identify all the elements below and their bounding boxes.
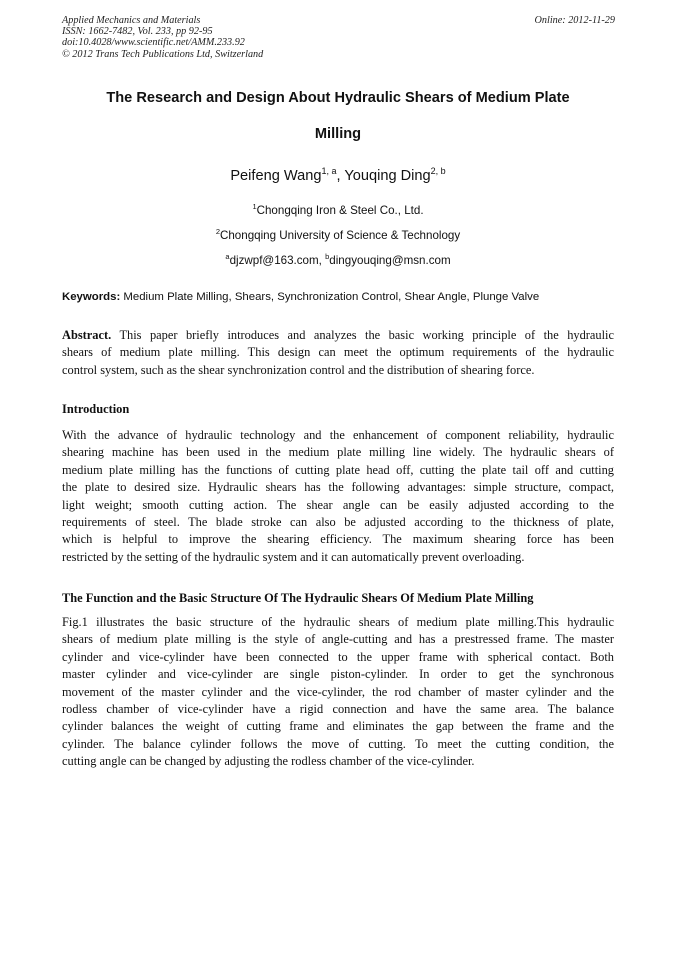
email-line xyxy=(62,254,614,267)
paragraph-line: which is helpful to improve the shearing efficiency. The maximum shearing force has been xyxy=(62,532,614,547)
abstract-line: control system, such as the shear synchronization control and the distribution of shearing force. xyxy=(62,362,535,377)
email-link[interactable]: dingyouqing@msn.com xyxy=(329,254,451,267)
keywords xyxy=(62,291,622,303)
author-list xyxy=(62,168,614,184)
paragraph-line: the plate to desired size. Hydraulic shears has the following advantages: simple structure, compact, xyxy=(62,480,614,495)
author-separator: , xyxy=(336,168,345,184)
paper-title-line-1: The Research and Design About Hydraulic Shears of Medium Plate xyxy=(106,90,570,106)
keywords-label: Keywords: xyxy=(62,291,121,303)
affiliation-text: Chongqing University of Science & Technology xyxy=(219,229,461,242)
paragraph-line: medium plate milling has the functions of cutting plate head off, cutting the plate tail off and cutting xyxy=(62,462,614,477)
affiliation-1 xyxy=(62,204,614,217)
paragraph-line: restricted by the setting of the hydraulic system and it can automatically prevent overloading. xyxy=(62,549,525,564)
paragraph-line: With the advance of hydraulic technology and the enhancement of component reliability, hydraulic xyxy=(62,428,614,442)
email-link[interactable]: djzwpf@163.com, xyxy=(229,254,326,267)
paragraph-line: cylinder and vice-cylinder have been connected to the upper frame with spherical contact. Both xyxy=(62,649,614,664)
email-marker: a xyxy=(225,252,230,261)
abstract-text: This paper briefly introduces and analyzes the basic working principle of the hydraulic xyxy=(111,328,614,342)
paragraph-line: Fig.1 illustrates the basic structure of the hydraulic shears of medium plate milling.This hydraulic xyxy=(62,615,614,629)
section-heading-function-structure: The Function and the Basic Structure Of The Hydraulic Shears Of Medium Plate Milling xyxy=(62,591,534,605)
copyright-line: © 2012 Trans Tech Publications Ltd, Switzerland xyxy=(62,48,264,60)
paragraph-line: cylinder balances the weight of cutting frame and eliminates the gap between the frame and the xyxy=(62,719,614,734)
affiliation-2 xyxy=(62,229,614,242)
paper-title-line-2: Milling xyxy=(314,126,362,142)
paragraph-line: requirements of steel. The blade stroke can also be adjusted according to the thickness of plate, xyxy=(62,514,614,529)
introduction-paragraph xyxy=(62,427,614,566)
paragraph-line: movement of the master cylinder and the vice-cylinder, the rod chamber of master cylinder and the xyxy=(62,684,614,699)
paragraph-line: cutting angle can be changed by adjusting the rodless chamber of the vice-cylinder. xyxy=(62,754,475,769)
abstract-line xyxy=(62,327,614,344)
keywords-text: Medium Plate Milling, Shears, Synchronization Control, Shear Angle, Plunge Valve xyxy=(120,291,540,303)
email-marker: b xyxy=(325,252,330,261)
affiliation-marker: 2 xyxy=(215,227,220,236)
paragraph-line: light weight; smooth cutting action. The shear angle can be easily adjusted according to the xyxy=(62,497,614,512)
abstract-line: shears of medium plate milling. This design can meet the optimum requirements of the hydraulic xyxy=(62,345,614,360)
paragraph-line: master cylinder and vice-cylinder are single piston-cylinder. In order to get the synchronous xyxy=(62,667,614,682)
author-name: Youqing Ding xyxy=(344,168,431,184)
journal-name: Applied Mechanics and Materials xyxy=(62,15,201,26)
doi-line: doi:10.4028/www.scientific.net/AMM.233.92 xyxy=(62,37,245,49)
abstract-label: Abstract. xyxy=(62,328,112,342)
author-superscript: 1, a xyxy=(321,166,337,176)
issn-line: ISSN: 1662-7482, Vol. 233, pp 92-95 xyxy=(62,26,213,38)
affiliation-text: Chongqing Iron & Steel Co., Ltd. xyxy=(256,204,424,217)
author-name: Peifeng Wang xyxy=(230,168,322,184)
online-date: Online: 2012-11-29 xyxy=(534,15,615,26)
function-structure-paragraph xyxy=(62,614,614,771)
paragraph-line: rodless chamber of vice-cylinder have a rigid connection and have the same area. The balance xyxy=(62,701,614,716)
paragraph-line: shearing machine has been used in the medium plate milling line widely. The hydraulic shears of xyxy=(62,445,614,460)
section-heading-introduction: Introduction xyxy=(62,402,130,416)
affiliation-marker: 1 xyxy=(252,202,257,211)
paragraph-line: shears of medium plate milling is the style of angle-cutting and has a prestressed frame. The master xyxy=(62,632,614,647)
paragraph-line: cylinder. The balance cylinder follows the move of cutting. To meet the cutting condition, the xyxy=(62,736,614,751)
journal-header xyxy=(62,15,263,60)
abstract xyxy=(62,327,614,379)
author-superscript: 2, b xyxy=(430,166,446,176)
